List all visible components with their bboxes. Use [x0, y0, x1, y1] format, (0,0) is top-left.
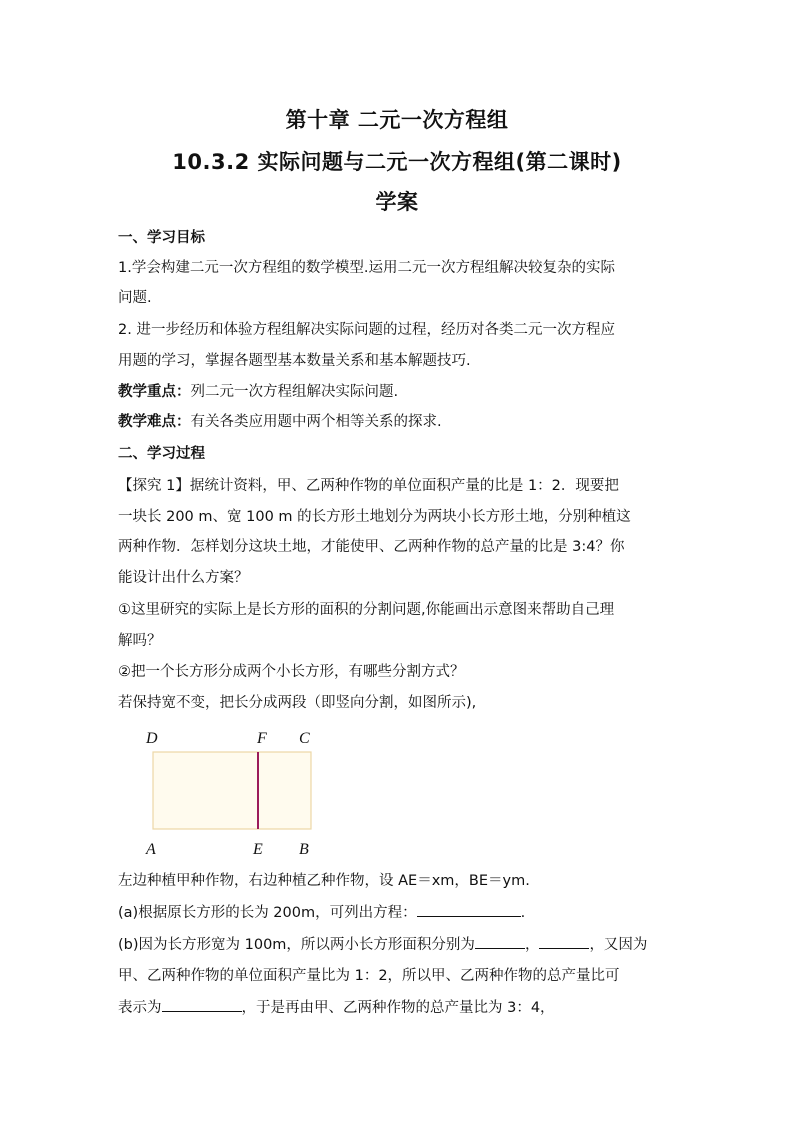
teaching-difficulty-label: 教学难点： — [118, 414, 191, 430]
question-1-line-1: ①这里研究的实际上是长方形的面积的分割问题,你能画出示意图来帮助自己理 — [118, 602, 615, 618]
teaching-focus — [118, 382, 688, 402]
area-blank-2[interactable] — [539, 934, 589, 949]
production-ratio-blank[interactable] — [162, 997, 242, 1012]
part-b-separator: ， — [524, 937, 540, 953]
question-2-line-2: 若保持宽不变，把长分成两段（即竖向分割，如图所示), — [118, 695, 477, 711]
explore-line-3: 两种作物．怎样划分这块土地，才能使甲、乙两种作物的总产量的比是 3:4？你 — [118, 539, 625, 555]
objective-1-line-2: 问题. — [118, 290, 152, 306]
explore-line-2: 一块长 200 m、宽 100 m 的长方形土地划分为两块小长方形土地，分别种植这 — [118, 509, 631, 525]
equation-blank[interactable] — [417, 902, 521, 917]
explore-line-1: 【探究 1】据统计资料，甲、乙两种作物的单位面积产量的比是 1：2．现要把 — [118, 478, 619, 494]
part-a-line — [118, 902, 688, 923]
label-d: D — [146, 730, 158, 747]
explore-line-4: 能设计出什么方案？ — [118, 570, 249, 586]
chapter-title: 第十章 二元一次方程组 — [285, 108, 509, 132]
after-figure-text: 左边种植甲种作物，右边种植乙种作物，设 AE＝xm，BE＝ym. — [118, 873, 530, 889]
label-c: C — [299, 730, 310, 747]
part-b-text-1: (b)因为长方形宽为 100m，所以两小长方形面积分别为 — [118, 937, 475, 953]
label-a: A — [146, 841, 156, 858]
rectangle-field — [153, 752, 311, 829]
part-b-line-1 — [118, 934, 688, 955]
objectives-heading: 一、学习目标 — [118, 230, 205, 246]
objective-2-line-1: 2. 进一步经历和体验方程组解决实际问题的过程，经历对各类二元一次方程应 — [118, 322, 615, 338]
objective-2-line-2: 用题的学习，掌握各题型基本数量关系和基本解题技巧. — [118, 353, 471, 369]
part-b-text-2: ，又因为 — [589, 937, 648, 953]
part-a-text: (a)根据原长方形的长为 200m，可列出方程： — [118, 905, 417, 921]
teaching-difficulty — [118, 412, 688, 432]
part-b-text-4: ，于是再由甲、乙两种作物的总产量比为 3：4， — [241, 1000, 555, 1016]
objective-1-line-1: 1.学会构建二元一次方程组的数学模型.运用二元一次方程组解决较复杂的实际 — [118, 260, 615, 276]
question-2-line-1: ②把一个长方形分成两个小长方形，有哪些分割方式？ — [118, 664, 465, 680]
part-b-line-2: 甲、乙两种作物的单位面积产量比为 1：2，所以甲、乙两种作物的总产量比可 — [118, 968, 620, 984]
section-title: 10.3.2 实际问题与二元一次方程组(第二课时) — [172, 150, 622, 174]
teaching-focus-text: 列二元一次方程组解决实际问题. — [190, 384, 399, 400]
part-b-text-3: 表示为 — [118, 1000, 162, 1016]
label-b: B — [299, 841, 309, 858]
teaching-focus-label: 教学重点： — [118, 384, 191, 400]
process-heading: 二、学习过程 — [118, 446, 205, 462]
label-f: F — [257, 730, 267, 747]
area-blank-1[interactable] — [475, 934, 525, 949]
label-e: E — [253, 841, 263, 858]
part-b-line-3 — [118, 997, 688, 1018]
part-a-end: . — [520, 905, 526, 921]
teaching-difficulty-text: 有关各类应用题中两个相等关系的探求. — [190, 414, 442, 430]
rectangle-diagram — [140, 728, 340, 863]
rectangle-diagram-svg — [140, 728, 340, 863]
doc-type-title: 学案 — [375, 190, 419, 214]
question-1-line-2: 解吗？ — [118, 633, 162, 649]
